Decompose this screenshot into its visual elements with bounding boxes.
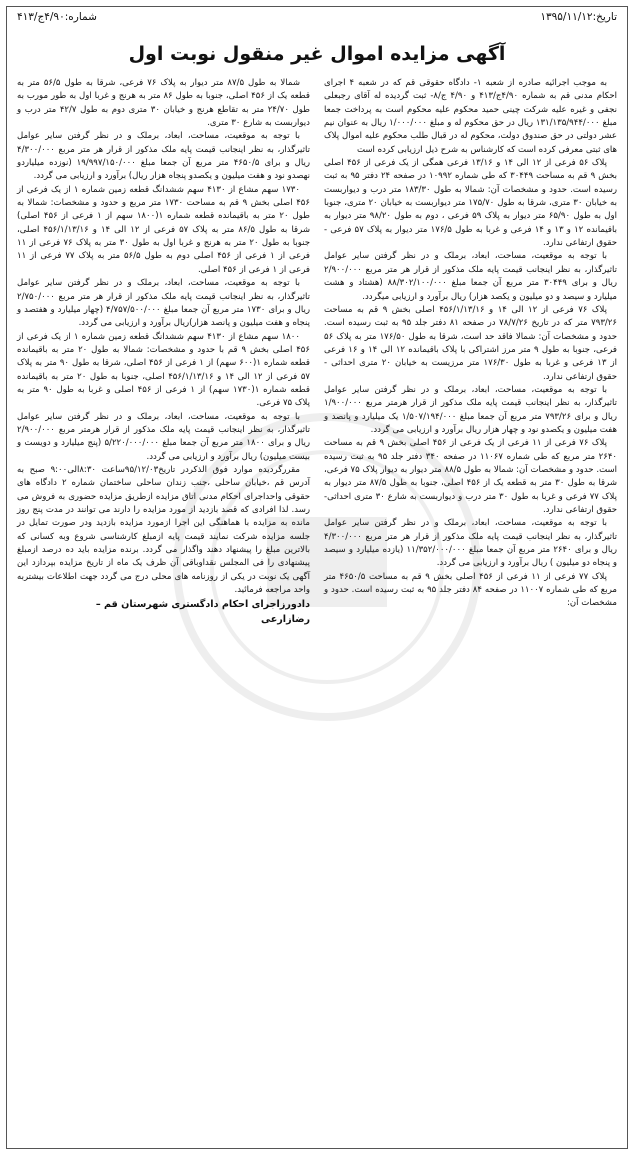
header-row — [7, 7, 627, 27]
signature-line-2: رضازارعی — [261, 614, 310, 626]
paragraph: مقررگردیده موارد فوق الذکردر تاریخ۹۵/۱۲/۰۳ساعت ۸:۳۰الی۹:۰۰ صبح به آدرس قم ،خیابان ساحلی ،جنب زندان ساحلی ساختمان شماره ۲ دادگاه های حقوقی واحداجرای احکام مدنی اتاق مزایده ازطریق مزایده حضوری به فروش می رسد. لذا افرادی که قصد بازدید از مورد مزایده را دارند می توانند در مدت پنج روز مانده به مزایده با هماهنگی این اجرا ازمورد مزایده بازدید ودر صورت تمایل در جلسه مزایده شرکت نمایند قیمت پایه ازمبلغ کارشناسی شروع وبه کسانی که بالاترین مبلغ را پیشنهاد دهند واگذار می گردد. برنده مزایده باید ده درصد ازمبلغ پیشنهادی را فی المجلس نقداوباقی آن ظرف یک ماه از تاریخ مزایده بپردازد این آگهی یک نوبت در یکی از روزنامه های محلی درج می گردد جهت اطلاعات بیشتربه واحد مراجعه فرمائید. — [17, 464, 311, 596]
paragraph: شمالا به طول ۸۷/۵ متر دیوار به پلاک ۷۶ فرعی، شرقا به طول ۵۶/۵ متر به قطعه یک از ۴۵۶ اصلی، جنوبا به طول ۸۶ متر به هرنج و غربا اول به طور مورب به طول ۲۴/۷۰ متر به تقاطع هرنج و خیابان ۳۰ متری دوم به طول ۴۲/۷ متر درب و دیواربست به شارع ۳۰ متری. — [17, 78, 311, 129]
paragraph: پلاک ۷۶ فرعی از ۱۲ الی ۱۴ و ۴۵۶/۱/۱۳/۱۶ اصلی بخش ۹ قم به مساحت ۷۹۳/۲۶ متر که در تاریخ ۷۸/۷/۲۶ در صفحه ۸۱ دفتر جلد ۹۵ به ثبت رسیده است. حدود و مشخصات آن: شمالا فاقد حد است، شرقا به طول ۱۷۶/۵۰ متر به پلاک ۵۶ فرعی، جنوبا به طول ۹ متر مرز اشتراکی با پلاک باقیمانده ۱۲ الی ۱۴ و ۱۶ فرعی از ۱۳ فرعی و غربا به طول ۱۷۶/۳۰ متر مرزیست به خیابان ۲۰ متری احداثی - حقوق ارتفاعی ندارد. — [324, 304, 617, 382]
left-column — [17, 77, 310, 627]
paragraph: با توجه به موقعیت، مساحت، ابعاد، برملک و در نظر گرفتن سایر عوامل تاثیرگذار، به نظر اینجانب قیمت پایه ملک مذکور از قرار هر متر مربع ۴/۳۰۰/۰۰۰ ریال و برای ۴۶۵۰/۵ متر مربع آن جمعا مبلغ ۱۹/۹۹۷/۱۵۰/۰۰۰ (نوزده میلیاردو نهصدو نود و هفت میلیون و یکصدو پنجاه هزار ریال) برآورد و ارزیابی می گردد. — [17, 131, 310, 182]
notice-page — [6, 6, 628, 1149]
paragraph: ۱۸۰۰ سهم مشاع از ۴۱۳۰ سهم ششدانگ قطعه زمین شماره ۱ از یک فرعی از ۴۵۶ اصلی بخش ۹ قم با حدود و مشخصات: شمالا به طول ۲۰ متر به باقیمانده قطعه شماره ۱(۶۰۰ سهم) از ۱ فرعی از ۴۵۶ اصلی، شرقا به طول ۹۰ متر به پلاک ۵۷ فرعی از ۱۲ الی ۱۴ و ۴۵۶/۱/۱۳/۱۶ اصلی، جنوبا به طول ۲۰ متر به باقیمانده قطعه شماره ۱(۱۷۳۰ سهم) از ۱ فرعی از ۴۵۶ اصلی و غربا به طول ۹۰ متر به پلاک ۷۵ فرعی. — [17, 331, 310, 409]
paragraph: پلاک ۷۶ فرعی از ۱۱ فرعی از یک فرعی از ۴۵۶ اصلی بخش ۹ قم به مساحت ۲۶۴۰ متر مربع که طی شماره ۱۱۰۶۷ در صفحه ۳۴۰ دفتر جلد ۹۵ به ثبت رسیده است. حدود و مشخصات آن: شمالا به طول ۸۸/۵ متر دیوار به دیوار پلاک ۷۵ فرعی، شرقا به طول ۳۰ متر به قطعه یک از ۴۵۶ اصلی، جنوبا به طول ۸۷/۵ متر دیوار به پلاک ۷۷ فرعی و غربا به طول ۳۰ متر درب و دیواربست به شارع ۳۰ متری احداثی- حقوق ارتفاعی ندارد. — [324, 438, 618, 515]
paragraph: با توجه به موقعیت، مساحت، ابعاد، برملک و در نظر گرفتن سایر عوامل تاثیرگذار، به نظر اینجانب قیمت پایه ملک مذکور از قرار هرمتر مربع ۲/۹۰۰/۰۰۰ ریال و برای ۱۸۰۰ متر مربع آن جمعا مبلغ ۵/۲۲۰/۰۰۰/۰۰۰ (پنج میلیارد و دویست و بیست میلیون) ریال برآورد و ارزیابی می گردد. — [17, 411, 310, 462]
signature-line-1: دادورزاجرای احکام دادگستری شهرستان قم – — [95, 599, 310, 611]
date-text: تاریخ:۱۳۹۵/۱۱/۱۲ — [540, 11, 617, 23]
paragraph: ۱۷۳۰ سهم مشاع از ۴۱۳۰ سهم ششدانگ قطعه زمین شماره ۱ از یک فرعی از ۴۵۶ اصلی بخش ۹ قم به مساحت ۱۷۳۰ متر مربع و حدود و مشخصات: شمالا به طول ۲۰ متر به باقیمانده قطعه شماره ۱(۱۸۰۰ سهم از ۱ فرعی از ۴۵۶ اصلی) شرقا به طول ۸۶/۵ متر به پلاک ۵۷ فرعی از ۱۲ الی ۱۴ و ۴۵۶/۱/۱۳/۱۶ اصلی، جنوبا به طول ۲۰ متر به هرنج و غربا اول به طول ۳۰ متر به پلاک ۷۶ فرعی از ۱۱ فرعی از ۱ فرعی از ۴۵۶ اصلی دوم به طول ۵۶/۵ متر به پلاک ۷۷ فرعی از ۱۱ فرعی از ۱ فرعی از ۴۵۶ اصلی. — [17, 184, 311, 275]
left-column-paragraphs — [17, 77, 310, 597]
number-text: شماره:۴/۹۰ج/۴۱۳ — [17, 11, 97, 23]
text-columns — [7, 77, 627, 627]
paragraph: با توجه به موقعیت، مساحت، ابعاد، برملک و در نظر گرفتن سایر عوامل تاثیرگذار، به نظر اینجانب قیمت پایه ملک مذکور از قرار هر متر مربع ۲/۷۵۰/۰۰۰ ریال و برای ۱۷۳۰ متر مربع آن جمعا مبلغ ۴/۷۵۷/۵۰۰/۰۰۰ (چهار میلیارد و هفتصد و پنجاه و هفت میلیون و پانصد هزار)ریال برآورد و ارزیابی می گردد. — [17, 278, 310, 329]
paragraph: با توجه به موقعیت، مساحت، ابعاد، برملک و در نظر گرفتن سایر عوامل تاثیرگذار، به نظر اینجانب قیمت پایه ملک مذکور از قرار هر متر مربع ۲/۹۰۰/۰۰۰ ریال و برای ۳۰۴۴۹ متر مربع آن جمعا مبلغ ۸۸/۳۰۲/۱۰۰/۰۰۰ (هشتاد و هشت میلیارد و سیصد و دو میلیون و یکصد هزار) ریال برآورد و ارزیابی میگردد. — [324, 251, 617, 302]
right-column — [324, 77, 617, 627]
paragraph: پلاک ۵۶ فرعی از ۱۲ الی ۱۴ و ۱۳/۱۶ فرعی همگی از یک فرعی از ۴۵۶ اصلی بخش ۹ قم به مساحت ۳۰۴۴۹ که طی شماره ۱۰۹۹۲ در صفحه ۲۴ دفتر ۹۵ به ثبت رسیده است. حدود و مشخصات آن: شمالا به طول ۱۸۳/۳۰ متر درب و دیواربست به خیابان ۳۰ متری، شرقا به طول ۱۷۵/۷۰ متر دیواربست به خیابان ۲۰ متری، جنوبا اول به طول ۶۵/۹۰ متر دیوار به پلاک ۵۹ فرعی ، دوم به طول ۹۸/۲۰ متر دیوار به باقیمانده ۱۲ و ۱۳ و ۱۴ فرعی و غربا به طول ۱۷۶/۵ متر دیوار به پلاک ۵۷ فرعی - حقوق ارتفاعی ندارد. — [324, 158, 618, 249]
page-title: آگهی مزایده اموال غیر منقول نوبت اول — [128, 43, 506, 65]
paragraph: پلاک ۷۷ فرعی از ۱۱ فرعی از ۴۵۶ اصلی بخش ۹ قم به مساحت ۴۶۵۰/۵ متر مربع که طی شماره ۱۱۰۰۷ در صفحه ۸۴ دفتر جلد ۹۵ به ثبت رسیده است. حدود و مشخصات آن: — [324, 571, 618, 609]
paragraph: با توجه به موقعیت، مساحت، ابعاد، برملک و در نظر گرفتن سایر عوامل تاثیرگذار، به نظر اینجانب قیمت پایه ملک مذکور از قرار هرمتر مربع ۱/۹۰۰/۰۰۰ ریال و برای ۷۹۳/۲۶ متر مربع آن جمعا مبلغ ۱/۵۰۷/۱۹۴/۰۰۰ یک میلیارد و پانصد و هفت میلیون و یکصدو نود و چهار هزار ریال برآورد و ارزیابی می گردد. — [324, 384, 617, 435]
paragraph: به موجب اجرائیه صادره از شعبه ۱- دادگاه حقوقی قم که در شعبه ۴ اجرای احکام مدنی قم به شماره ۴/۹۰ج/۴۱۳ و ۴/۹۰ ج/۸- ثبت گردیده له آقای رجبعلی نجفی و غیره علیه شرکت چینی حمید محکوم علیه محکوم است به پرداخت جمعا مبلغ ۱۳۱/۱۳۵/۹۴۴/۰۰۰ ریال در حق محکوم له و مبلغ ۱/۰۰۰/۰۰۰ ریال به عنوان نیم عشر دولتی در حق صندوق دولت، محکوم له در قبال طلب محکوم علیه اموال پلاک های ثبتی معرفی کرده است که کارشناس به شرح ذیل ارزیابی کرده است — [324, 78, 617, 155]
paragraph: با توجه به موقعیت، مساحت، ابعاد، برملک و در نظر گرفتن سایر عوامل تاثیرگذار، به نظر اینجانب قیمت پایه ملک مذکور از قرار هر متر مربع ۴/۳۰۰/۰۰۰ ریال و برای ۲۶۴۰ متر مربع آن جمعا مبلغ ۱۱/۳۵۲/۰۰۰/۰۰۰ (یازده میلیارد و سیصد و پنجاه دو میلیون ) ریال برآورد و ارزیابی می گردد. — [324, 518, 617, 569]
